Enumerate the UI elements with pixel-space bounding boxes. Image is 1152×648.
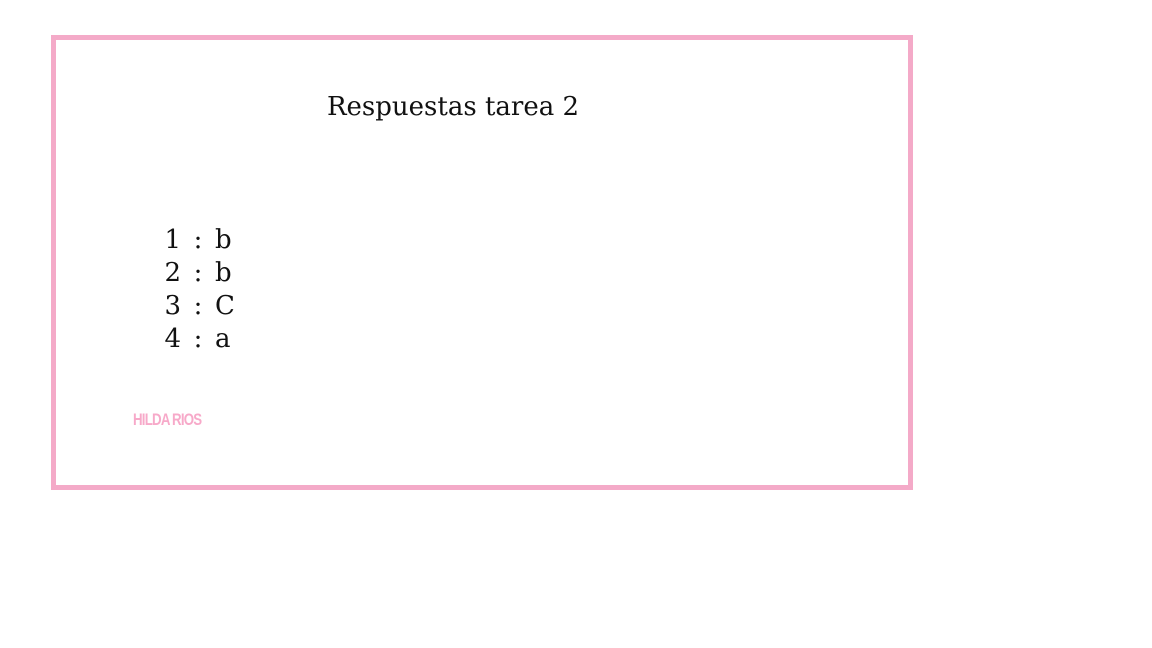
answer-number: 3 (164, 291, 181, 321)
answer-separator: : (193, 291, 203, 321)
answer-value: a (215, 324, 231, 354)
answer-row (159, 290, 235, 323)
answer-number: 2 (164, 258, 181, 288)
answer-list (159, 224, 235, 356)
answer-row (159, 323, 235, 356)
answer-value: b (215, 225, 232, 255)
author-signature: HILDA RIOS (133, 410, 202, 429)
answer-separator: : (193, 258, 203, 288)
document-frame (51, 35, 913, 490)
answer-number: 1 (164, 225, 181, 255)
answer-value: C (215, 291, 235, 321)
page-title-text: Respuestas tarea 2 (326, 92, 580, 122)
answer-number: 4 (164, 324, 181, 354)
answer-separator: : (193, 324, 203, 354)
page-title (56, 92, 908, 122)
answer-value: b (215, 258, 232, 288)
answer-separator: : (193, 225, 203, 255)
answer-row (159, 257, 235, 290)
answer-row (159, 224, 235, 257)
